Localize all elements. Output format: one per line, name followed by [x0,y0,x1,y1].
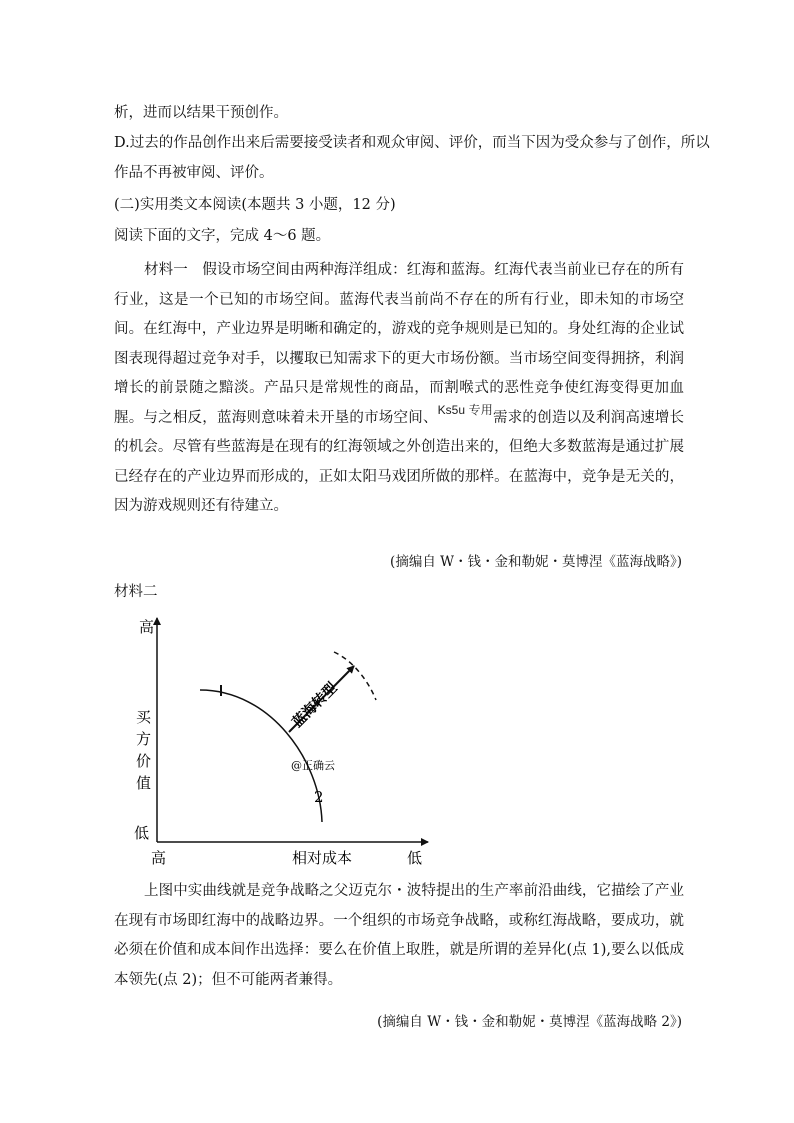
x-axis-title: 相对成本 [292,849,353,867]
y-value-char-1: 买 [136,708,152,726]
material-2-source: (摘编自 W・钱・金和勒妮・莫博涅《蓝海战略 2》) [377,1014,682,1030]
chart-watermark: @正确云 [291,759,335,772]
material-1-paragraph [114,256,684,522]
text-line-1: 析，进而以结果干预创作。 [114,105,288,121]
option-d-line-2: 作品不再被审阅、评价。 [114,165,274,181]
x-low-label: 低 [407,849,423,867]
instruction-line: 阅读下面的文字，完成 4～6 题。 [114,228,331,244]
material-2-label: 材料二 [114,584,158,600]
y-value-char-3: 价 [136,752,152,770]
arrow-label: 蓝海转型 [289,679,341,731]
blue-ocean-dashed-curve [334,652,376,700]
section-heading: (二)实用类文本阅读(本题共 3 小题，12 分) [114,197,396,213]
material-1-part-2a: 蓝海则意味着未开垦的市场空间、 [216,409,438,426]
ks5u-watermark: Ks5u 专用 [437,402,493,417]
option-d-line-1: D.过去的作品创作出来后需要接受读者和观众审阅、评价，而当下因为受众参与了创作，所以 [114,135,710,151]
y-value-char-2: 方 [136,730,152,748]
x-high-label: 高 [151,849,167,867]
material-2-paragraph: 上图中实曲线就是竞争战略之父迈克尔・波特提出的生产率前沿曲线，它描绘了产业在现有市场即红海中的战略边界。一个组织的市场竞争战略，或称红海战略，要成功，就必须在价值和成本间作出选择：要么在价值上取胜，就是所谓的差异化(点 1),要么以低成本领先(点 2)；但不可能两者兼得。 [114,883,684,988]
material-1-part-2b: 需求的创造以及利润高速增长的机会。尽管有些蓝海是在现有的红海领域之外创造出来的，但绝大多数蓝海是通过扩展已经存在的产业边界而形成的，正如太阳马戏团所做的那样。在蓝海中，竞争是无关的，因为游戏规则还有待建立。 [114,409,685,514]
y-low-label: 低 [134,824,150,842]
material-1-source: (摘编自 W・钱・金和勒妮・莫博涅《蓝海战略》) [390,554,682,570]
point-2-label: 2 [314,788,324,806]
y-value-char-4: 值 [136,774,152,792]
y-high-label: 高 [139,618,155,636]
material-1-part-1: 材料一 假设市场空间由两种海洋组成：红海和蓝海。红海代表当前业已存在的所有行业，这是一个已知的市场空间。蓝海代表当前尚不存在的所有行业，即未知的市场空间。在红海中，产业边界是明晰和确定的，游戏的竞争规则是已知的。身处红海的企业试图表现得超过竞争对手，以攫取已知需求下的更大市场份额。当市场空间变得拥挤，利润增长的前景随之黯淡。产品只是常规性的商品，而割喉式的恶性竞争使红海变得更加血腥。与之相反， [114,262,684,426]
productivity-frontier-chart [120,608,440,868]
